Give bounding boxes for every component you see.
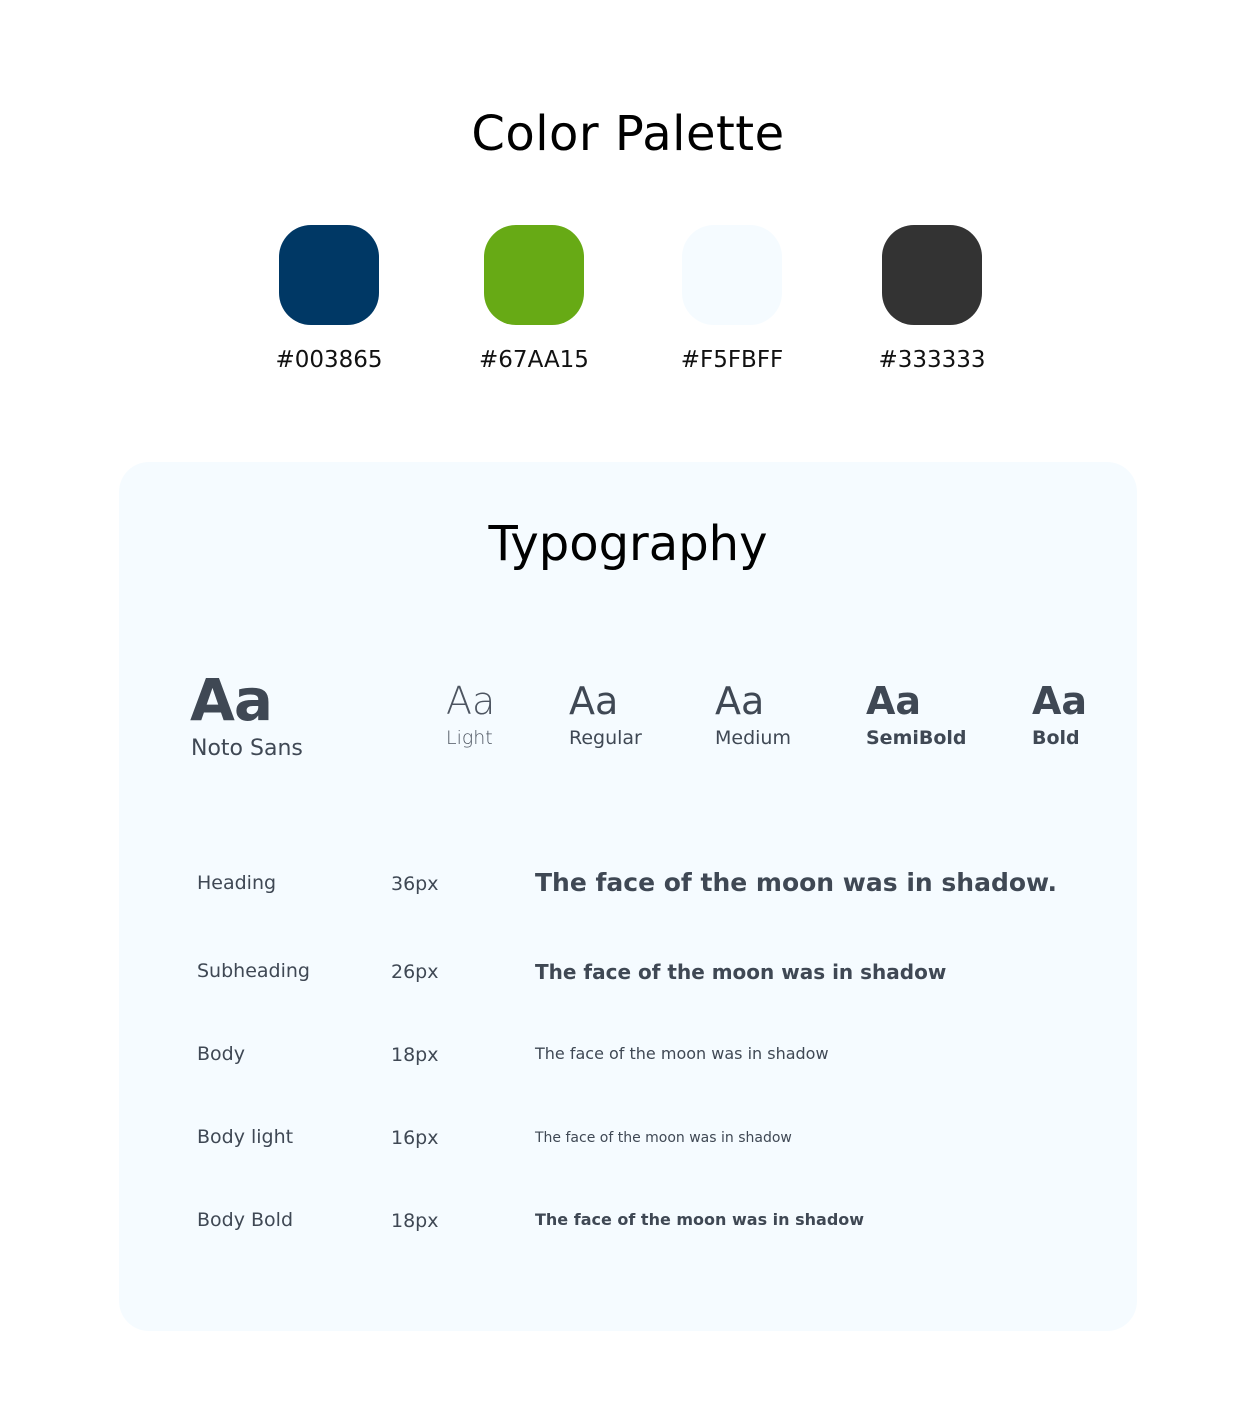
weight-sample-bold — [1032, 677, 1087, 751]
type-style-label-subheading: Subheading — [197, 960, 310, 982]
weight-sample-regular — [569, 677, 642, 751]
swatch-item-charcoal — [852, 225, 1012, 375]
weight-glyph: Aa — [866, 679, 922, 723]
typography-title: Typography — [488, 516, 768, 572]
type-style-label-body: Body — [197, 1043, 245, 1065]
weight-glyph: Aa — [446, 679, 496, 723]
type-sample-body-light: The face of the moon was in shadow — [535, 1130, 792, 1146]
type-size-body: 18px — [391, 1044, 439, 1066]
weight-label: Regular — [569, 727, 642, 749]
weight-glyph: Aa — [715, 679, 765, 723]
color-palette-title: Color Palette — [471, 106, 785, 162]
weight-glyph: Aa — [1032, 679, 1088, 723]
weight-label: Light — [446, 727, 493, 749]
type-sample-body-bold: The face of the moon was in shadow — [535, 1210, 865, 1229]
weight-label: Bold — [1032, 727, 1080, 749]
type-style-label-heading: Heading — [197, 872, 277, 894]
color-swatch-navy — [279, 225, 379, 325]
color-hex-label: #003865 — [275, 347, 383, 373]
color-hex-label: #333333 — [878, 347, 986, 373]
color-hex-label: #67AA15 — [479, 347, 589, 373]
color-swatch-charcoal — [882, 225, 982, 325]
type-size-body-light: 16px — [391, 1127, 439, 1149]
typography-card — [119, 462, 1137, 1331]
type-size-subheading: 26px — [391, 961, 439, 983]
type-sample-subheading: The face of the moon was in shadow — [535, 960, 947, 984]
type-style-label-body-bold: Body Bold — [197, 1209, 294, 1231]
weight-sample-semibold — [866, 677, 967, 751]
swatch-item-light-blue — [652, 225, 812, 375]
weight-sample-light — [446, 677, 495, 751]
color-swatch-light-blue — [682, 225, 782, 325]
font-family-sample: Aa — [190, 666, 273, 734]
weight-label: SemiBold — [866, 727, 967, 749]
font-family-name: Noto Sans — [191, 736, 303, 761]
type-size-body-bold: 18px — [391, 1210, 439, 1232]
swatch-item-navy — [249, 225, 409, 375]
type-size-heading: 36px — [391, 873, 439, 895]
type-sample-body: The face of the moon was in shadow — [535, 1044, 829, 1063]
swatch-item-green — [454, 225, 614, 375]
weight-glyph: Aa — [569, 679, 619, 723]
weight-sample-medium — [715, 677, 791, 751]
type-style-label-body-light: Body light — [197, 1126, 294, 1148]
color-hex-label: #F5FBFF — [680, 347, 784, 373]
color-swatch-green — [484, 225, 584, 325]
weight-label: Medium — [715, 727, 791, 749]
type-sample-heading: The face of the moon was in shadow. — [535, 868, 1058, 897]
